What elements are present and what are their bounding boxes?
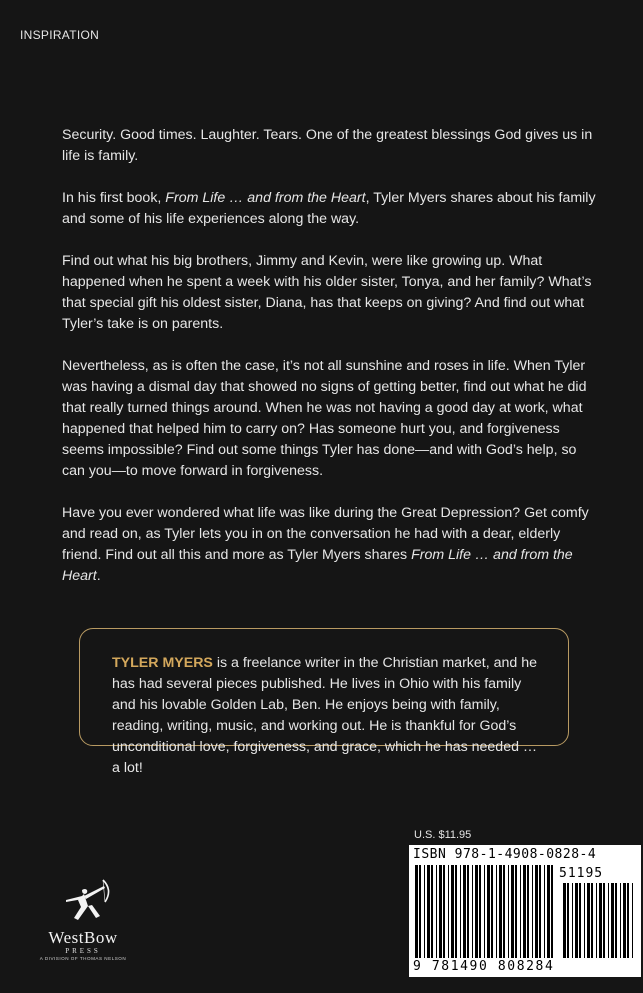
barcode-bar: [463, 865, 466, 958]
barcode-bar: [603, 883, 605, 958]
publisher-logo: [28, 878, 138, 970]
barcode-bar: [424, 865, 425, 958]
back-cover-blurb: [62, 125, 597, 608]
barcode-bar: [584, 883, 585, 958]
barcode-bar: [475, 865, 478, 958]
barcode-bar: [520, 865, 521, 958]
barcode-bar: [535, 865, 538, 958]
barcode-bar: [427, 865, 430, 958]
barcode-bar: [567, 883, 569, 958]
barcode-bar: [448, 865, 449, 958]
barcode-bar: [451, 865, 454, 958]
barcode-bar: [563, 883, 566, 958]
barcode-bar: [608, 883, 609, 958]
barcode-bar: [484, 865, 485, 958]
barcode-bar: [587, 883, 590, 958]
barcode-bar: [575, 883, 578, 958]
barcode-bar: [551, 865, 553, 958]
barcode-bar: [472, 865, 473, 958]
ean-number: 9 781490 808284: [413, 959, 555, 974]
barcode-bar: [515, 865, 517, 958]
blurb-paragraph-1: Security. Good times. Laughter. Tears. One of the greatest blessings God gives us in life is family.: [62, 127, 593, 164]
barcode-bar: [611, 883, 614, 958]
barcode-bars: [409, 845, 641, 977]
barcode-bar: [623, 883, 626, 958]
author-bio-text: is a freelance writer in the Christian market, and he has had several pieces published. He lives in Ohio with his family and his lovable Golden Lab, Ben. He enjoys being with family, reading, writing, music, and working out. He is thankful for God’s unconditional love, forgiveness, and grace, which he has needed … a lot!: [112, 655, 538, 776]
author-bio-box: [79, 628, 569, 776]
category-label: INSPIRATION: [20, 28, 100, 42]
book-title: From Life … and from the Heart: [165, 190, 366, 206]
barcode-bar: [503, 865, 505, 958]
barcode-bar: [487, 865, 490, 958]
barcode-bar: [547, 865, 550, 958]
barcode-bar: [508, 865, 509, 958]
barcode-bar: [591, 883, 593, 958]
barcode-bar: [419, 865, 421, 958]
barcode-bar: [632, 883, 633, 958]
barcode-bar: [415, 865, 418, 958]
barcode-bar: [596, 883, 597, 958]
barcode-bar: [615, 883, 617, 958]
barcode-bar: [572, 883, 573, 958]
barcode-bar: [539, 865, 541, 958]
publisher-division: A DIVISION OF THOMAS NELSON: [39, 956, 127, 961]
barcode-bar: [460, 865, 461, 958]
blurb-paragraph-2: In his first book, From Life … and from the Heart, Tyler Myers shares about his family and some of his life experiences along the way.: [62, 190, 596, 227]
barcode-bar: [439, 865, 442, 958]
blurb-paragraph-3: Find out what his big brothers, Jimmy and Kevin, were like growing up. What happened when he spent a week with his older sister, Tonya, and her family? What’s that special gift his oldest sister, Diana, has that keeps on giving? And find out what Tyler’s take is on parents.: [62, 253, 592, 332]
publisher-press: PRESS: [65, 947, 101, 955]
barcode-bar: [599, 883, 602, 958]
barcode-bar: [579, 883, 581, 958]
barcode-bar: [627, 883, 629, 958]
publisher-name: WestBow: [48, 928, 118, 947]
isbn-number: ISBN 978-1-4908-0828-4: [413, 847, 597, 862]
book-title: From Life … and from the Heart: [62, 547, 573, 584]
barcode-bar: [443, 865, 445, 958]
barcode-bar: [527, 865, 529, 958]
barcode-bar: [499, 865, 502, 958]
barcode-bar: [455, 865, 457, 958]
barcode-bar: [479, 865, 481, 958]
barcode-bar: [511, 865, 514, 958]
barcode-bar: [491, 865, 493, 958]
price-addon-number: 51195: [559, 866, 604, 881]
barcode-bar: [467, 865, 469, 958]
author-name: TYLER MYERS: [112, 655, 213, 671]
archer-icon: [48, 878, 118, 926]
barcode-bar: [436, 865, 437, 958]
blurb-paragraph-5: Have you ever wondered what life was like during the Great Depression? Get comfy and read on, as Tyler lets you in on the conversation he had with a dear, elderly friend. Find out all this and more as Tyler Myers shares From Life … and from the Heart.: [62, 505, 589, 584]
barcode-bar: [544, 865, 545, 958]
price-label: U.S. $11.95: [414, 829, 472, 841]
barcode-bar: [431, 865, 433, 958]
barcode-bar: [523, 865, 526, 958]
blurb-paragraph-4: Nevertheless, as is often the case, it’s not all sunshine and roses in life. When Tyler was having a dismal day that showed no signs of getting better, find out what he did that really turned things around. When he was not having a good day at work, what happened that helped him to carry on? Has someone hurt you, and forgiveness seems impossible? Find out some things Tyler has done—and with God’s help, so can you—to move forward in forgiveness.: [62, 358, 587, 479]
barcode-bar: [532, 865, 533, 958]
isbn-barcode: [409, 845, 641, 977]
barcode-bar: [620, 883, 621, 958]
barcode-bar: [496, 865, 497, 958]
